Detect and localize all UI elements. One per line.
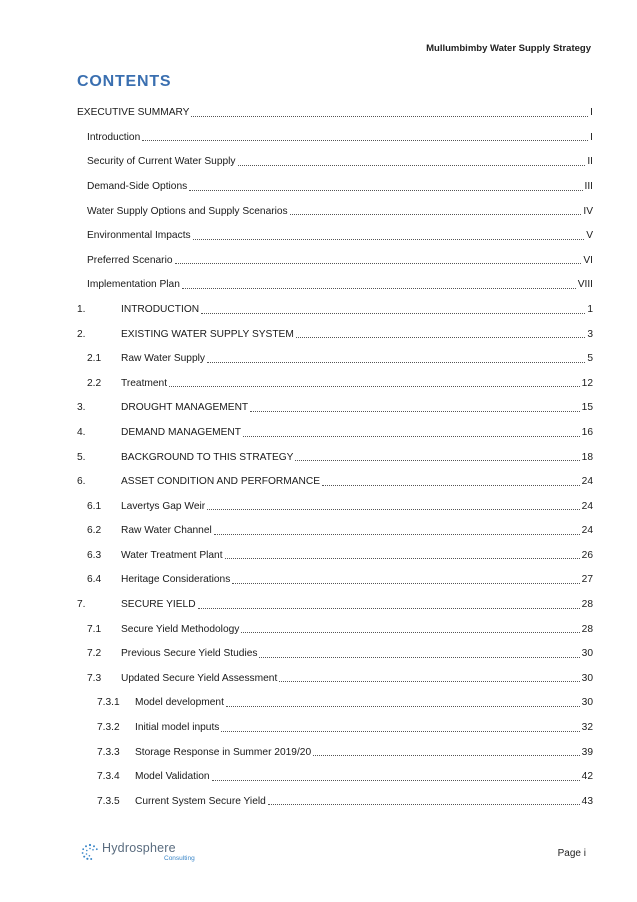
toc-entry-page: 3 bbox=[587, 328, 593, 340]
toc-entry[interactable] bbox=[77, 617, 593, 642]
toc-entry[interactable] bbox=[77, 593, 593, 618]
toc-entry[interactable] bbox=[77, 568, 593, 593]
toc-entry-label: Model development bbox=[135, 697, 224, 709]
toc-entry-label: Preferred Scenario bbox=[87, 254, 173, 266]
toc-entry-page: VIII bbox=[577, 279, 593, 291]
toc-entry-label: Demand-Side Options bbox=[87, 180, 188, 192]
dot-leader bbox=[279, 681, 579, 682]
toc-entry[interactable] bbox=[77, 519, 593, 544]
toc-entry-page: I bbox=[590, 107, 593, 119]
toc-entry-label: Treatment bbox=[121, 377, 168, 389]
toc-entry[interactable] bbox=[77, 544, 593, 569]
toc-entry[interactable] bbox=[77, 199, 593, 224]
toc-entry-number: 7.3.1 bbox=[97, 697, 120, 709]
toc-entry-label: DROUGHT MANAGEMENT bbox=[121, 402, 249, 414]
toc-entry-page: 30 bbox=[581, 648, 593, 660]
dot-leader bbox=[212, 780, 580, 781]
toc-entry[interactable] bbox=[77, 322, 593, 347]
toc-entry[interactable] bbox=[77, 347, 593, 372]
dot-leader bbox=[243, 436, 580, 437]
contents-title: CONTENTS bbox=[77, 73, 172, 90]
toc-entry-page: 43 bbox=[581, 795, 593, 807]
toc-entry-page: 28 bbox=[581, 599, 593, 611]
toc-entry[interactable] bbox=[77, 396, 593, 421]
dot-leader bbox=[250, 411, 579, 412]
toc-entry[interactable] bbox=[77, 740, 593, 765]
toc-entry-page: IV bbox=[583, 205, 593, 217]
logo-name: Hydrosphere bbox=[102, 841, 176, 855]
toc-entry-number: 6.2 bbox=[87, 525, 102, 537]
hydrosphere-logo-icon bbox=[81, 843, 99, 861]
toc-entry[interactable] bbox=[77, 667, 593, 692]
dot-leader bbox=[169, 386, 580, 387]
toc-entry-number: 7. bbox=[77, 599, 86, 611]
dot-leader bbox=[241, 632, 579, 633]
toc-entry-number: 6.1 bbox=[87, 500, 102, 512]
dot-leader bbox=[226, 706, 580, 707]
dot-leader bbox=[296, 337, 585, 338]
page-number: Page i bbox=[557, 848, 586, 859]
toc-entry-number: 7.3.3 bbox=[97, 746, 120, 758]
toc-entry-label: Water Treatment Plant bbox=[121, 549, 223, 561]
toc-entry-page: III bbox=[584, 180, 593, 192]
dot-leader bbox=[175, 263, 582, 264]
toc-entry[interactable] bbox=[77, 691, 593, 716]
toc-entry-label: Current System Secure Yield bbox=[135, 795, 266, 807]
toc-entry-number: 2.2 bbox=[87, 377, 102, 389]
toc-entry-number: 5. bbox=[77, 451, 86, 463]
toc-entry-number: 4. bbox=[77, 426, 86, 438]
toc-entry-number: 7.3.5 bbox=[97, 795, 120, 807]
toc-entry-page: 24 bbox=[581, 500, 593, 512]
toc-entry-label: EXISTING WATER SUPPLY SYSTEM bbox=[121, 328, 294, 340]
dot-leader bbox=[214, 534, 580, 535]
toc-entry-page: II bbox=[587, 156, 593, 168]
dot-leader bbox=[189, 190, 582, 191]
toc-entry-page: 32 bbox=[581, 722, 593, 734]
toc-entry-label: EXECUTIVE SUMMARY bbox=[77, 107, 190, 119]
toc-entry-label: Model Validation bbox=[135, 771, 210, 783]
toc-entry-page: 28 bbox=[581, 623, 593, 635]
toc-entry[interactable] bbox=[77, 175, 593, 200]
toc-entry-page: 24 bbox=[581, 525, 593, 537]
toc-entry-page: 12 bbox=[581, 377, 593, 389]
toc-entry-label: Raw Water Supply bbox=[121, 353, 205, 365]
toc-entry[interactable] bbox=[77, 470, 593, 495]
dot-leader bbox=[232, 583, 579, 584]
toc-entry-page: 27 bbox=[581, 574, 593, 586]
toc-entry[interactable] bbox=[77, 445, 593, 470]
dot-leader bbox=[201, 313, 585, 314]
toc-entry[interactable] bbox=[77, 101, 593, 126]
dot-leader bbox=[268, 804, 580, 805]
toc-entry-label: SECURE YIELD bbox=[121, 599, 196, 611]
toc-entry-page: 18 bbox=[581, 451, 593, 463]
toc-entry[interactable] bbox=[77, 495, 593, 520]
toc-entry-number: 3. bbox=[77, 402, 86, 414]
toc-entry-number: 6. bbox=[77, 476, 86, 488]
dot-leader bbox=[142, 140, 588, 141]
toc-entry-label: Heritage Considerations bbox=[121, 574, 231, 586]
toc-entry-number: 2.1 bbox=[87, 353, 102, 365]
toc-entry[interactable] bbox=[77, 126, 593, 151]
dot-leader bbox=[207, 509, 579, 510]
dot-leader bbox=[290, 214, 582, 215]
toc-entry-page: VI bbox=[583, 254, 593, 266]
toc-entry-label: Updated Secure Yield Assessment bbox=[121, 672, 278, 684]
toc-entry-page: I bbox=[590, 131, 593, 143]
toc-entry-number: 2. bbox=[77, 328, 86, 340]
toc-entry[interactable] bbox=[77, 716, 593, 741]
toc-entry-page: 42 bbox=[581, 771, 593, 783]
toc-entry-label: ASSET CONDITION AND PERFORMANCE bbox=[121, 476, 321, 488]
dot-leader bbox=[322, 485, 580, 486]
dot-leader bbox=[207, 362, 585, 363]
dot-leader bbox=[221, 731, 579, 732]
toc-entry-label: BACKGROUND TO THIS STRATEGY bbox=[121, 451, 294, 463]
toc-entry[interactable] bbox=[77, 150, 593, 175]
dot-leader bbox=[225, 558, 580, 559]
toc-entry-label: Raw Water Channel bbox=[121, 525, 212, 537]
dot-leader bbox=[295, 460, 579, 461]
toc-entry[interactable] bbox=[77, 273, 593, 298]
toc-entry-label: Lavertys Gap Weir bbox=[121, 500, 206, 512]
toc-entry-page: 5 bbox=[587, 353, 593, 365]
toc-entry-label: Initial model inputs bbox=[135, 722, 220, 734]
toc-entry-label: Introduction bbox=[87, 131, 141, 143]
toc-entry-label: Implementation Plan bbox=[87, 279, 180, 291]
logo-subtitle: Consulting bbox=[164, 854, 195, 862]
toc-entry-label: INTRODUCTION bbox=[121, 303, 200, 315]
toc-entry-label: Storage Response in Summer 2019/20 bbox=[135, 746, 312, 758]
document-header-title: Mullumbimby Water Supply Strategy bbox=[426, 43, 591, 54]
toc-entry[interactable] bbox=[77, 249, 593, 274]
toc-entry-page: 39 bbox=[581, 746, 593, 758]
toc-entry-page: 15 bbox=[581, 402, 593, 414]
toc-entry-number: 7.1 bbox=[87, 623, 102, 635]
footer-logo bbox=[81, 842, 195, 862]
dot-leader bbox=[259, 657, 579, 658]
toc-entry-page: V bbox=[586, 230, 593, 242]
table-of-contents bbox=[77, 101, 593, 814]
toc-entry-label: Security of Current Water Supply bbox=[87, 156, 236, 168]
toc-entry[interactable] bbox=[77, 765, 593, 790]
toc-entry-page: 26 bbox=[581, 549, 593, 561]
dot-leader bbox=[238, 165, 586, 166]
dot-leader bbox=[198, 608, 580, 609]
toc-entry[interactable] bbox=[77, 372, 593, 397]
toc-entry[interactable] bbox=[77, 421, 593, 446]
toc-entry[interactable] bbox=[77, 642, 593, 667]
dot-leader bbox=[182, 288, 576, 289]
toc-entry-label: Secure Yield Methodology bbox=[121, 623, 240, 635]
toc-entry-page: 30 bbox=[581, 697, 593, 709]
toc-entry[interactable] bbox=[77, 790, 593, 815]
toc-entry-page: 24 bbox=[581, 476, 593, 488]
toc-entry-label: Environmental Impacts bbox=[87, 230, 191, 242]
toc-entry[interactable] bbox=[77, 298, 593, 323]
toc-entry-number: 6.3 bbox=[87, 549, 102, 561]
toc-entry-page: 30 bbox=[581, 672, 593, 684]
toc-entry-number: 7.3 bbox=[87, 672, 102, 684]
toc-entry-number: 6.4 bbox=[87, 574, 102, 586]
toc-entry[interactable] bbox=[77, 224, 593, 249]
dot-leader bbox=[193, 239, 585, 240]
toc-entry-number: 7.3.2 bbox=[97, 722, 120, 734]
toc-entry-page: 16 bbox=[581, 426, 593, 438]
toc-entry-number: 7.2 bbox=[87, 648, 102, 660]
dot-leader bbox=[191, 116, 588, 117]
toc-entry-label: Water Supply Options and Supply Scenarios bbox=[87, 205, 288, 217]
toc-entry-page: 1 bbox=[587, 303, 593, 315]
toc-entry-label: DEMAND MANAGEMENT bbox=[121, 426, 241, 438]
toc-entry-number: 7.3.4 bbox=[97, 771, 120, 783]
dot-leader bbox=[313, 755, 580, 756]
toc-entry-number: 1. bbox=[77, 303, 86, 315]
toc-entry-label: Previous Secure Yield Studies bbox=[121, 648, 258, 660]
